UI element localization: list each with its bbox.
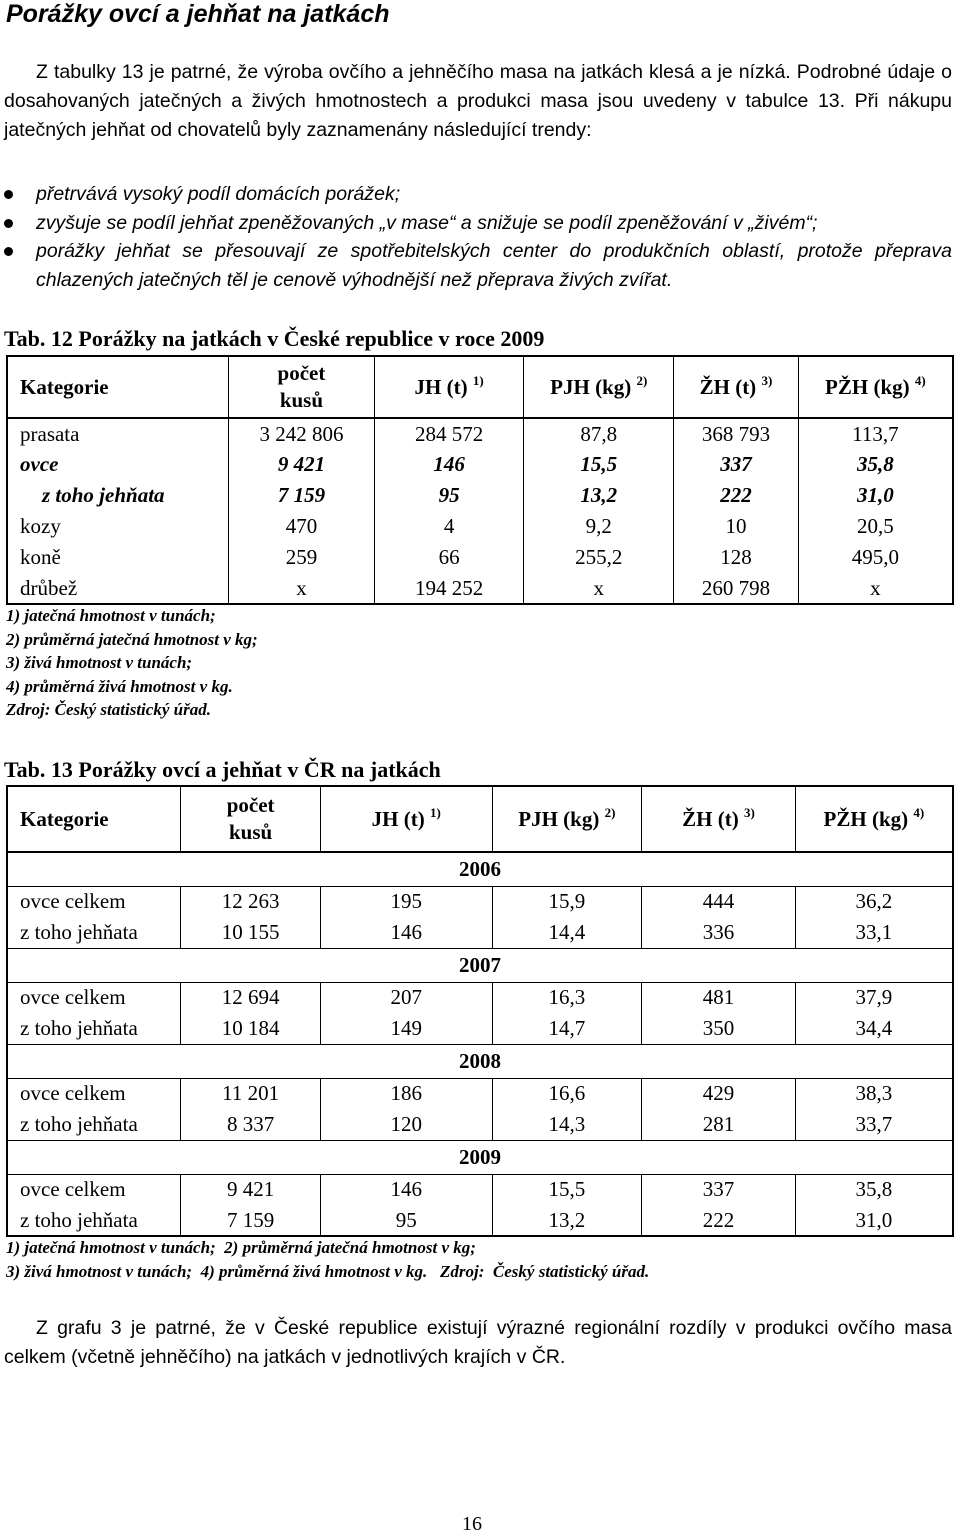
table13-header-row xyxy=(7,786,953,852)
table-cell: 207 xyxy=(320,982,492,1013)
footnote-line: Zdroj: Český statistický úřad. xyxy=(6,700,211,720)
intro-text: Z tabulky 13 je patrné, že výroba ovčího a jehněčího masa na jatkách klesá a je nízká. Podrobné údaje o dosahovaných jatečných a živých hmotnostech a produkci masa jsou uvedeny v tabulce 13. Při nákupu jatečných jehňat od chovatelů byly zaznamenány následující trendy: xyxy=(4,61,952,141)
trend-item: porážky jehňat se přesouvají ze spotřebitelských center do produkčních oblastí, protože přeprava chlazených jatečných těl je cenově výhodnější než přeprava živých zvířat. xyxy=(0,237,952,294)
year-label: 2009 xyxy=(7,1140,953,1174)
col-header-kategorie: Kategorie xyxy=(7,356,229,418)
table-cell: 429 xyxy=(642,1078,796,1109)
table-row xyxy=(7,511,953,542)
table-cell: x xyxy=(524,573,674,604)
table-cell: 10 184 xyxy=(181,1013,321,1044)
table-row xyxy=(7,573,953,604)
table-row xyxy=(7,449,953,480)
table-cell: 95 xyxy=(320,1205,492,1236)
table-cell: 337 xyxy=(674,449,799,480)
table-cell: 10 155 xyxy=(181,917,321,948)
table-cell: 350 xyxy=(642,1013,796,1044)
table-cell: 7 159 xyxy=(229,480,375,511)
table-cell: 14,4 xyxy=(492,917,642,948)
table-cell: 15,5 xyxy=(492,1174,642,1205)
table-cell: ovce celkem xyxy=(7,1174,181,1205)
table-cell: 14,3 xyxy=(492,1109,642,1140)
col-header-pzh: PŽH (kg) $^{4)}$ xyxy=(795,786,953,852)
table-row xyxy=(7,480,953,511)
col-header-pjh: PJH (kg) $^{2)}$ xyxy=(524,356,674,418)
table-cell: 95 xyxy=(374,480,524,511)
footnote-line: 2) průměrná jatečná hmotnost v kg; xyxy=(6,629,258,649)
table-cell: z toho jehňata xyxy=(7,1205,181,1236)
table-cell: z toho jehňata xyxy=(7,480,229,511)
table-cell: 260 798 xyxy=(674,573,799,604)
table12 xyxy=(6,355,954,605)
table-row xyxy=(7,1109,953,1140)
table-row xyxy=(7,886,953,917)
table-cell: ovce celkem xyxy=(7,1078,181,1109)
year-row xyxy=(7,1044,953,1078)
table-cell: 336 xyxy=(642,917,796,948)
col-header-kategorie: Kategorie xyxy=(7,786,181,852)
table13-notes xyxy=(6,1236,649,1283)
col-header-pzh: PŽH (kg) $^{4)}$ xyxy=(798,356,953,418)
table-cell: kozy xyxy=(7,511,229,542)
col-header-zh: ŽH (t) $^{3)}$ xyxy=(674,356,799,418)
table-cell: ovce celkem xyxy=(7,886,181,917)
footnote-line: 1) jatečná hmotnost v tunách; xyxy=(6,606,216,625)
table-cell: 128 xyxy=(674,542,799,573)
table-cell: 11 201 xyxy=(181,1078,321,1109)
col-header-jh: JH (t) $^{1)}$ xyxy=(374,356,524,418)
table-cell: 12 694 xyxy=(181,982,321,1013)
table-cell: 33,7 xyxy=(795,1109,953,1140)
table-cell: 9 421 xyxy=(181,1174,321,1205)
table13-caption: Tab. 13 Porážky ovcí a jehňat v ČR na jatkách xyxy=(4,757,441,782)
table-cell: koně xyxy=(7,542,229,573)
intro-paragraph xyxy=(4,58,952,145)
year-row xyxy=(7,852,953,886)
footnote-line: 4) průměrná živá hmotnost v kg. xyxy=(6,676,233,696)
table-row xyxy=(7,418,953,449)
footnote-line: 1) jatečná hmotnost v tunách; 2) průměrná jatečná hmotnost v kg; xyxy=(6,1238,476,1257)
table-cell: 281 xyxy=(642,1109,796,1140)
trend-item: přetrvává vysoký podíl domácích porážek; xyxy=(0,180,952,209)
year-row xyxy=(7,948,953,982)
trend-item: zvyšuje se podíl jehňat zpeněžovaných „v mase“ a snižuje se podíl zpeněžování v „živém“; xyxy=(0,209,952,238)
table-cell: 149 xyxy=(320,1013,492,1044)
table-cell: 20,5 xyxy=(798,511,953,542)
table12-caption: Tab. 12 Porážky na jatkách v České republice v roce 2009 xyxy=(4,326,545,351)
table-cell: 13,2 xyxy=(524,480,674,511)
bullet-icon xyxy=(4,247,13,256)
year-row xyxy=(7,1140,953,1174)
table-cell: 15,5 xyxy=(524,449,674,480)
table-cell: z toho jehňata xyxy=(7,917,181,948)
table12-header-row xyxy=(7,356,953,418)
table-cell: 33,1 xyxy=(795,917,953,948)
table-cell: 35,8 xyxy=(795,1174,953,1205)
table-cell: 186 xyxy=(320,1078,492,1109)
table-cell: 10 xyxy=(674,511,799,542)
table-cell: 31,0 xyxy=(798,480,953,511)
table-cell: drůbež xyxy=(7,573,229,604)
table-cell: x xyxy=(798,573,953,604)
table-cell: ovce celkem xyxy=(7,982,181,1013)
table12-notes xyxy=(6,604,258,722)
table-cell: 9 421 xyxy=(229,449,375,480)
table-cell: 87,8 xyxy=(524,418,674,449)
table-cell: 3 242 806 xyxy=(229,418,375,449)
year-label: 2007 xyxy=(7,948,953,982)
table-cell: 36,2 xyxy=(795,886,953,917)
table-cell: 37,9 xyxy=(795,982,953,1013)
table-cell: 222 xyxy=(674,480,799,511)
table-cell: 34,4 xyxy=(795,1013,953,1044)
table-cell: 15,9 xyxy=(492,886,642,917)
table-cell: z toho jehňata xyxy=(7,1109,181,1140)
table-cell: 222 xyxy=(642,1205,796,1236)
table-cell: 368 793 xyxy=(674,418,799,449)
table-row xyxy=(7,917,953,948)
table-cell: 495,0 xyxy=(798,542,953,573)
table-cell: 146 xyxy=(374,449,524,480)
table-cell: 255,2 xyxy=(524,542,674,573)
table-cell: 470 xyxy=(229,511,375,542)
col-header-pocet: počet kusů xyxy=(181,786,321,852)
table-cell: 195 xyxy=(320,886,492,917)
table-cell: 113,7 xyxy=(798,418,953,449)
table-cell: 13,2 xyxy=(492,1205,642,1236)
table-cell: 284 572 xyxy=(374,418,524,449)
col-header-zh: ŽH (t) $^{3)}$ xyxy=(642,786,796,852)
table13 xyxy=(6,785,954,1237)
table-row xyxy=(7,1174,953,1205)
table-cell: 120 xyxy=(320,1109,492,1140)
table-cell: 14,7 xyxy=(492,1013,642,1044)
table-cell: 4 xyxy=(374,511,524,542)
table-cell: 66 xyxy=(374,542,524,573)
year-label: 2006 xyxy=(7,852,953,886)
table-cell: 31,0 xyxy=(795,1205,953,1236)
table-cell: 38,3 xyxy=(795,1078,953,1109)
table-cell: 337 xyxy=(642,1174,796,1205)
table-cell: 16,3 xyxy=(492,982,642,1013)
table-row xyxy=(7,982,953,1013)
table-cell: 146 xyxy=(320,1174,492,1205)
table-cell: 259 xyxy=(229,542,375,573)
footnote-line: 3) živá hmotnost v tunách; 4) průměrná živá hmotnost v kg. Zdroj: Český statistický úřad. xyxy=(6,1261,650,1281)
table-cell: 9,2 xyxy=(524,511,674,542)
col-header-pjh: PJH (kg) $^{2)}$ xyxy=(492,786,642,852)
table-row xyxy=(7,1078,953,1109)
table-cell: 8 337 xyxy=(181,1109,321,1140)
table-cell: 444 xyxy=(642,886,796,917)
bullet-icon xyxy=(4,219,13,228)
bullet-icon xyxy=(4,190,13,199)
footnote-line: 3) živá hmotnost v tunách; xyxy=(6,653,193,673)
trend-list xyxy=(0,180,952,295)
col-header-jh: JH (t) $^{1)}$ xyxy=(320,786,492,852)
table-cell: 146 xyxy=(320,917,492,948)
table-cell: 12 263 xyxy=(181,886,321,917)
table-cell: ovce xyxy=(7,449,229,480)
table-cell: 194 252 xyxy=(374,573,524,604)
table-cell: 35,8 xyxy=(798,449,953,480)
table-cell: prasata xyxy=(7,418,229,449)
table-cell: 7 159 xyxy=(181,1205,321,1236)
section-heading: Porážky ovcí a jehňat na jatkách xyxy=(6,0,390,28)
table-cell: 16,6 xyxy=(492,1078,642,1109)
col-header-pocet: počet kusů xyxy=(229,356,375,418)
table-cell: x xyxy=(229,573,375,604)
table-row xyxy=(7,1205,953,1236)
table-row xyxy=(7,1013,953,1044)
outro-text: Z grafu 3 je patrné, že v České republice existují výrazné regionální rozdíly v produkci ovčího masa celkem (včetně jehněčího) na jatkách v jednotlivých krajích v ČR. xyxy=(4,1317,952,1368)
table-row xyxy=(7,542,953,573)
page-number: 16 xyxy=(462,1513,482,1535)
table-cell: z toho jehňata xyxy=(7,1013,181,1044)
table-cell: 481 xyxy=(642,982,796,1013)
outro-paragraph xyxy=(4,1314,952,1372)
year-label: 2008 xyxy=(7,1044,953,1078)
